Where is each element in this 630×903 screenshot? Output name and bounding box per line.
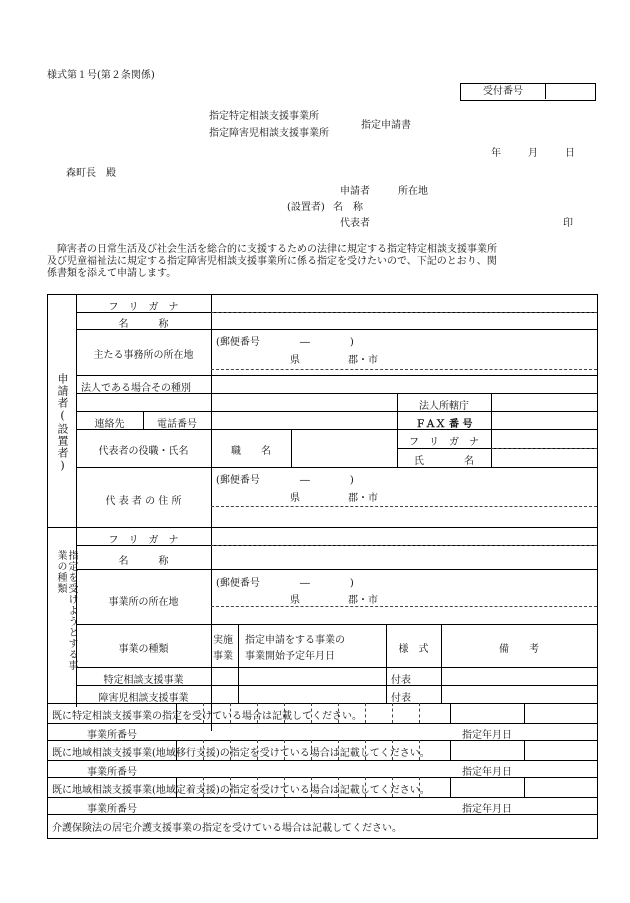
rep-prefecture-label: 県 <box>290 493 300 504</box>
addressee: 森町長 殿 <box>66 168 116 179</box>
business-type-header: 事業の種類 <box>118 644 169 655</box>
fax-label: ＦＡＸ 番 号 <box>415 419 473 430</box>
business-postal-code: (郵便番号 ― ) <box>216 578 354 589</box>
existing-date-label-1: 指定年月日 <box>462 730 512 741</box>
date-year-label: 年 <box>491 148 501 159</box>
business-section-label: 指定を受けようとする事業の種類 <box>55 550 77 671</box>
establisher-label: (設置者) <box>287 202 325 213</box>
business-furigana-label: フ リ ガ ナ <box>108 535 179 546</box>
receipt-number-label: 受付番号 <box>461 84 546 99</box>
applicant-furigana-label: フ リ ガ ナ <box>108 302 179 313</box>
position-label: 職 名 <box>231 446 271 457</box>
corp-type-label: 法人である場合その種別 <box>81 383 191 394</box>
phone-label: 電話番号 <box>157 419 197 430</box>
date-day-label: 日 <box>565 148 575 159</box>
business-form-row-1: 付表 <box>391 675 411 686</box>
remarks-header: 備 考 <box>499 644 539 655</box>
existing-office-no-label-1: 事業所番号 <box>87 730 137 741</box>
applicant-label: 申請者 <box>340 186 370 197</box>
representative-label: 代表者 <box>340 218 370 229</box>
entity-name-label: 名 称 <box>333 202 363 213</box>
application-form-table <box>47 294 598 839</box>
business-city-label: 郡・市 <box>348 595 378 606</box>
rep-city-label: 郡・市 <box>348 493 378 504</box>
statement-line-1: 障害者の日常生活及び社会生活を総合的に支援するための法律に規定する指定特定相談支援事業所 <box>57 244 497 255</box>
applicant-section-label: 申請者(設置者) <box>56 373 69 473</box>
date-month-label: 月 <box>528 148 538 159</box>
business-type-row-2: 障害児相談支援事業 <box>98 693 189 704</box>
corp-authority-label: 法人所轄庁 <box>419 401 469 412</box>
existing-designation-note-1: 既に特定相談支援事業の指定を受けている場合は記載してください。 <box>52 711 362 722</box>
business-prefecture-label: 県 <box>290 595 300 606</box>
start-date-header-1: 指定申請をする事業の <box>245 635 345 646</box>
title-line-2: 指定障害児相談支援事業所 <box>209 128 329 139</box>
long-term-care-note: 介護保険法の居宅介護支援事業の指定を受けている場合は記載してください。 <box>52 823 402 834</box>
existing-designation-note-2: 既に地域相談支援事業(地域移行支援)の指定を受けている場合は記載してください。 <box>52 748 430 759</box>
office-address-label: 主たる事務所の所在地 <box>93 350 194 361</box>
rep-furigana-label: フ リ ガ ナ <box>409 437 479 448</box>
form-number: 様式第１号(第２条関係) <box>47 70 155 81</box>
contact-label: 連絡先 <box>94 419 125 430</box>
business-type-row-1: 特定相談支援事業 <box>103 675 184 686</box>
application-statement <box>47 244 587 280</box>
seal-mark: 印 <box>563 218 573 229</box>
statement-line-2: 及び児童福祉法に規定する指定障害児相談支援事業所に係る指定を受けたいので、下記のとおり、関 <box>47 256 497 267</box>
title-suffix: 指定申請書 <box>361 120 411 131</box>
existing-date-label-2: 指定年月日 <box>462 767 512 778</box>
business-address-label: 事業所の所在地 <box>108 597 179 608</box>
existing-date-label-3: 指定年月日 <box>462 804 512 815</box>
statement-line-3: 係書類を添えて申請します。 <box>47 268 177 279</box>
rep-address-label: 代 表 者 の 住 所 <box>105 496 182 507</box>
existing-office-no-label-3: 事業所番号 <box>87 804 137 815</box>
title-line-1: 指定特定相談支援事業所 <box>209 111 319 122</box>
applicant-prefecture-label: 県 <box>290 355 300 366</box>
rep-postal-code: (郵便番号 ― ) <box>216 475 354 486</box>
business-form-row-2: 付表 <box>391 693 411 704</box>
form-header: 様 式 <box>398 644 429 655</box>
implementation-header-1: 実施 <box>213 635 233 646</box>
applicant-postal-code: (郵便番号 ― ) <box>216 337 354 348</box>
business-name-label: 名 称 <box>118 556 169 567</box>
start-date-header-2: 事業開始予定年月日 <box>245 651 335 662</box>
rep-title-name-label: 代表者の役職・氏名 <box>98 446 189 457</box>
existing-designation-note-3: 既に地域相談支援事業(地域定着支援)の指定を受けている場合は記載してください。 <box>52 785 430 796</box>
rep-name-label: 氏 名 <box>414 456 474 467</box>
applicant-city-label: 郡・市 <box>348 355 378 366</box>
applicant-name-label: 名 称 <box>118 319 169 330</box>
implementation-header-2: 事業 <box>213 651 233 662</box>
existing-office-no-label-2: 事業所番号 <box>87 767 137 778</box>
address-label: 所在地 <box>398 186 428 197</box>
receipt-number-box <box>460 83 596 101</box>
